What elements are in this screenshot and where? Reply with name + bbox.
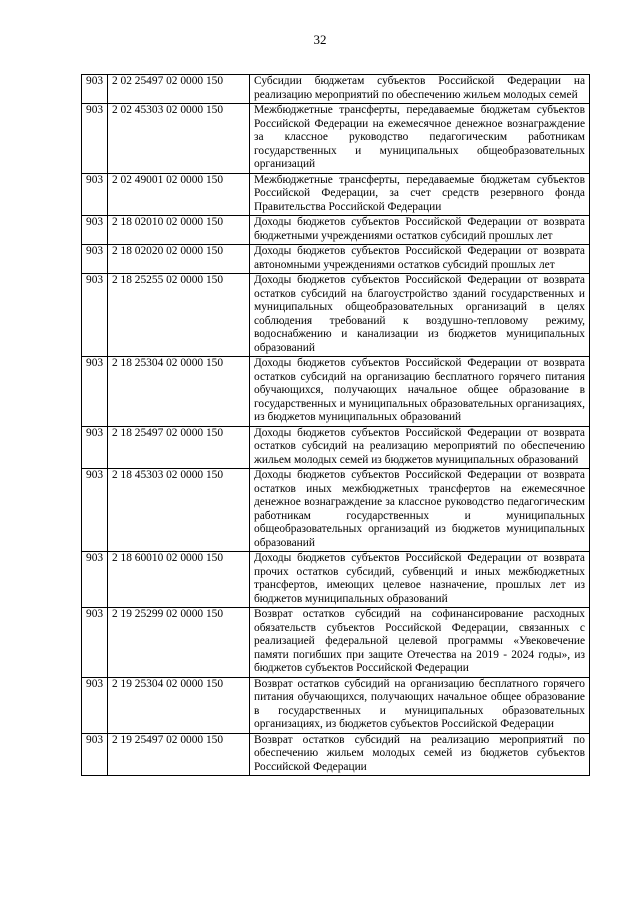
budget-code-cell: 2 18 25497 02 0000 150 xyxy=(108,426,250,469)
table-row xyxy=(82,173,590,216)
admin-code-cell: 903 xyxy=(82,677,108,733)
budget-code-cell: 2 18 25304 02 0000 150 xyxy=(108,357,250,427)
table-row xyxy=(82,677,590,733)
page-number: 32 xyxy=(313,32,327,47)
admin-code-cell: 903 xyxy=(82,274,108,357)
table-row xyxy=(82,274,590,357)
description-cell: Межбюджетные трансферты, передаваемые бюджетам субъектов Российской Федерации, за счет средств резервного фонда Правительства Российской Федерации xyxy=(250,173,590,216)
admin-code-cell: 903 xyxy=(82,216,108,245)
budget-code-cell: 2 02 25497 02 0000 150 xyxy=(108,75,250,104)
table-row xyxy=(82,426,590,469)
budget-code-cell: 2 18 02010 02 0000 150 xyxy=(108,216,250,245)
description-cell: Возврат остатков субсидий на реализацию мероприятий по обеспечению жильем молодых семей из бюджетов субъектов Российской Федерации xyxy=(250,733,590,776)
budget-code-cell: 2 19 25304 02 0000 150 xyxy=(108,677,250,733)
budget-code-cell: 2 18 45303 02 0000 150 xyxy=(108,469,250,552)
budget-code-cell: 2 19 25299 02 0000 150 xyxy=(108,608,250,678)
admin-code-cell: 903 xyxy=(82,552,108,608)
admin-code-cell: 903 xyxy=(82,733,108,776)
table-row xyxy=(82,608,590,678)
budget-code-cell: 2 02 45303 02 0000 150 xyxy=(108,104,250,174)
budget-code-cell: 2 18 60010 02 0000 150 xyxy=(108,552,250,608)
table-row xyxy=(82,75,590,104)
budget-classification-table xyxy=(81,74,590,776)
budget-code-cell: 2 18 02020 02 0000 150 xyxy=(108,245,250,274)
description-cell: Возврат остатков субсидий на софинансирование расходных обязательств субъектов Российской Федерации, связанных с реализацией федеральной целевой программы «Увековечение памяти погибших при защите Отечества на 2019 - 2024 годы», из бюджетов субъектов Российской Федерации xyxy=(250,608,590,678)
admin-code-cell: 903 xyxy=(82,357,108,427)
admin-code-cell: 903 xyxy=(82,608,108,678)
table-row xyxy=(82,357,590,427)
description-cell: Межбюджетные трансферты, передаваемые бюджетам субъектов Российской Федерации на ежемесячное денежное вознаграждение за классное руководство педагогическим работникам государственных и муниципальных общеобразовательных организаций xyxy=(250,104,590,174)
table-row xyxy=(82,245,590,274)
description-cell: Доходы бюджетов субъектов Российской Федерации от возврата бюджетными учреждениями остатков субсидий прошлых лет xyxy=(250,216,590,245)
description-cell: Доходы бюджетов субъектов Российской Федерации от возврата остатков субсидий на благоустройство зданий государственных и муниципальных общеобразовательных организаций в целях соблюдения требований к воздушно-тепловому режиму, водоснабжению и канализации из бюджетов муниципальных образований xyxy=(250,274,590,357)
description-cell: Субсидии бюджетам субъектов Российской Федерации на реализацию мероприятий по обеспечению жильем молодых семей xyxy=(250,75,590,104)
description-cell: Возврат остатков субсидий на организацию бесплатного горячего питания обучающихся, получающих начальное общее образование в государственных и муниципальных образовательных организациях, из бюджетов субъектов Российской Федерации xyxy=(250,677,590,733)
description-cell: Доходы бюджетов субъектов Российской Федерации от возврата остатков иных межбюджетных трансфертов на ежемесячное денежное вознаграждение за классное руководство педагогическим работникам государственных и муниципальных общеобразовательных организаций из бюджетов муниципальных образований xyxy=(250,469,590,552)
budget-code-cell: 2 18 25255 02 0000 150 xyxy=(108,274,250,357)
budget-code-cell: 2 19 25497 02 0000 150 xyxy=(108,733,250,776)
admin-code-cell: 903 xyxy=(82,245,108,274)
table-row xyxy=(82,104,590,174)
table-row xyxy=(82,216,590,245)
table-row xyxy=(82,552,590,608)
table-row xyxy=(82,733,590,776)
table-row xyxy=(82,469,590,552)
description-cell: Доходы бюджетов субъектов Российской Федерации от возврата автономными учреждениями остатков субсидий прошлых лет xyxy=(250,245,590,274)
admin-code-cell: 903 xyxy=(82,104,108,174)
budget-code-cell: 2 02 49001 02 0000 150 xyxy=(108,173,250,216)
description-cell: Доходы бюджетов субъектов Российской Федерации от возврата остатков субсидий на реализацию мероприятий по обеспечению жильем молодых семей из бюджетов муниципальных образований xyxy=(250,426,590,469)
admin-code-cell: 903 xyxy=(82,173,108,216)
admin-code-cell: 903 xyxy=(82,469,108,552)
description-cell: Доходы бюджетов субъектов Российской Федерации от возврата остатков субсидий на организацию бесплатного горячего питания обучающихся, получающих начальное общее образование в государственных и муниципальных образовательных организациях, из бюджетов муниципальных образований xyxy=(250,357,590,427)
admin-code-cell: 903 xyxy=(82,426,108,469)
description-cell: Доходы бюджетов субъектов Российской Федерации от возврата прочих остатков субсидий, субвенций и иных межбюджетных трансфертов, имеющих целевое назначение, прошлых лет из бюджетов муниципальных образований xyxy=(250,552,590,608)
admin-code-cell: 903 xyxy=(82,75,108,104)
